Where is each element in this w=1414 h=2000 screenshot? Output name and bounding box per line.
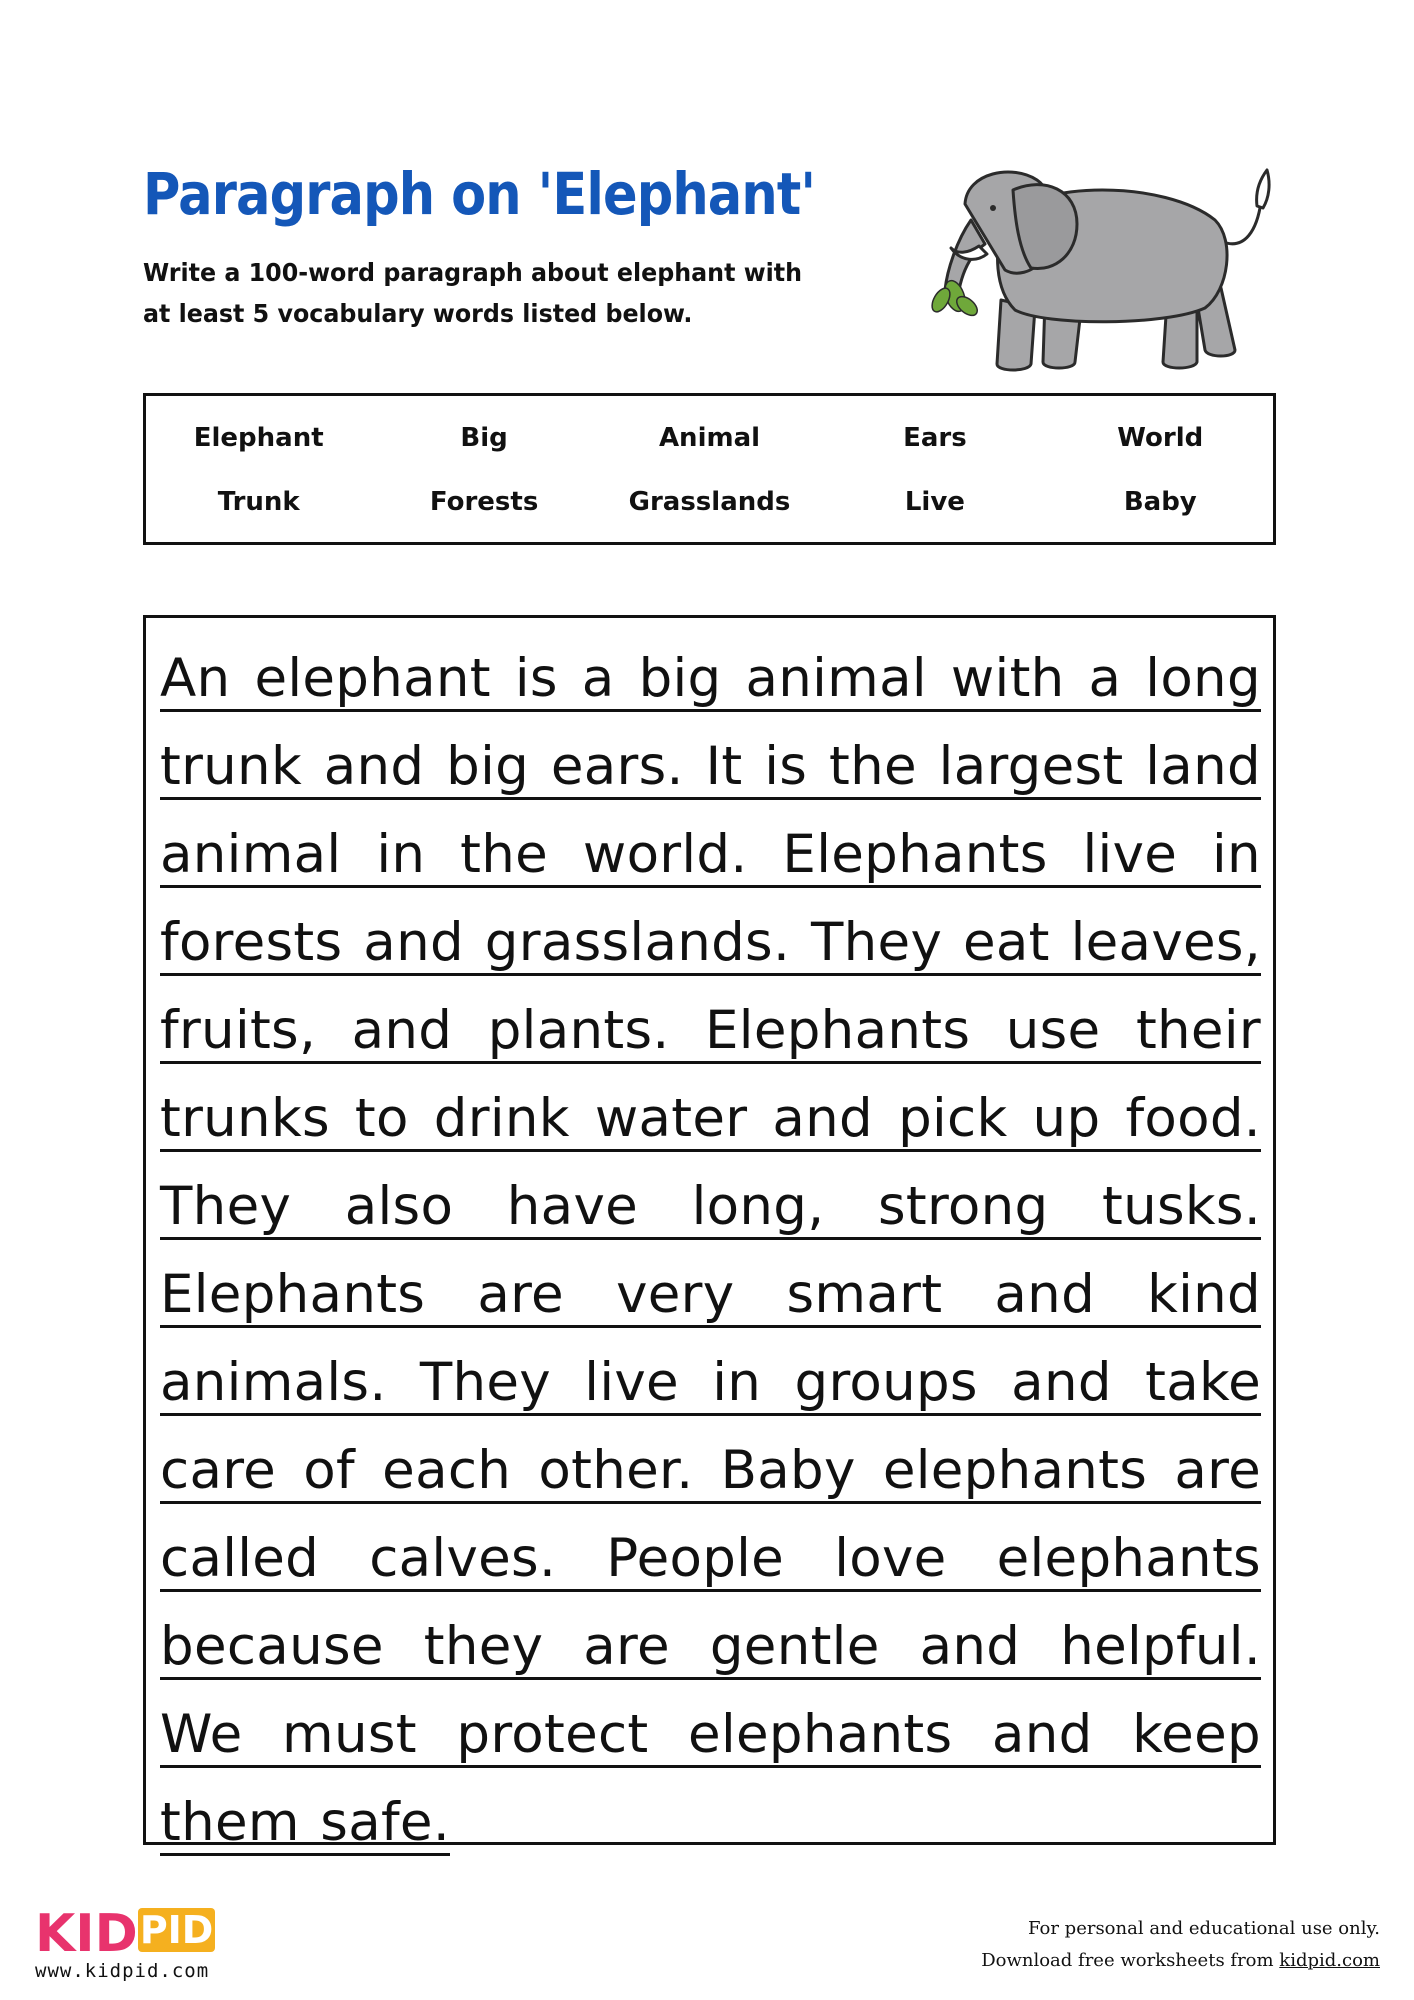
- kidpid-link[interactable]: kidpid.com: [1279, 1950, 1380, 1971]
- paragraph-word: forests: [160, 912, 343, 973]
- paragraph-word: world.: [582, 824, 748, 885]
- paragraph-line: [160, 1680, 1261, 1768]
- paragraph-word: Elephants: [160, 1264, 426, 1325]
- paragraph-word: and: [919, 1616, 1021, 1677]
- elephant-illustration: [905, 150, 1285, 380]
- paragraph-word: They: [160, 1176, 292, 1237]
- paragraph-word: are: [1174, 1440, 1261, 1501]
- paragraph-word: very: [616, 1264, 735, 1325]
- logo-pid: PID: [139, 1908, 214, 1952]
- logo-kid: KID: [35, 1904, 138, 1964]
- paragraph-word: them: [160, 1792, 300, 1853]
- paragraph-word: It: [705, 736, 743, 797]
- paragraph-word: They: [419, 1352, 551, 1413]
- paragraph-word: fruits,: [160, 1000, 317, 1061]
- instructions-line-2: at least 5 vocabulary words listed below.: [143, 299, 693, 328]
- instructions: [143, 252, 827, 334]
- paragraph-word: helpful.: [1060, 1616, 1261, 1677]
- instructions-line-1: Write a 100-word paragraph about elephant with: [143, 258, 803, 287]
- paragraph-line: [160, 800, 1261, 888]
- paragraph-word: food.: [1125, 1088, 1261, 1149]
- paragraph-word: groups: [794, 1352, 978, 1413]
- paragraph-line: [160, 1504, 1261, 1592]
- logo-url: www.kidpid.com: [35, 1960, 210, 1982]
- footer-note-prefix: Download free worksheets from: [981, 1950, 1280, 1971]
- paragraph-word: care: [160, 1440, 277, 1501]
- paragraph-word: of: [303, 1440, 355, 1501]
- paragraph-word: with: [950, 648, 1065, 709]
- paragraph-line: [160, 976, 1261, 1064]
- paragraph-word: People: [606, 1528, 785, 1589]
- paragraph-word: eat: [962, 912, 1050, 973]
- vocab-word: Grasslands: [628, 487, 791, 517]
- paragraph-word: ears.: [550, 736, 684, 797]
- paragraph-word: up: [1032, 1088, 1101, 1149]
- paragraph-word: calves.: [369, 1528, 557, 1589]
- paragraph-word: leaves,: [1070, 912, 1261, 973]
- paragraph-word: gentle: [709, 1616, 880, 1677]
- paragraph-word: largest: [938, 736, 1124, 797]
- paragraph-word: An: [160, 648, 231, 709]
- paragraph-word: trunk: [160, 736, 302, 797]
- paragraph-word: elephants: [882, 1440, 1148, 1501]
- paragraph-word: and: [994, 1264, 1096, 1325]
- footer-note: [981, 1913, 1380, 1977]
- vocab-word: Elephant: [193, 423, 324, 453]
- paragraph-word: the: [460, 824, 549, 885]
- paragraph-word: animals.: [160, 1352, 387, 1413]
- paragraph-word: elephant: [254, 648, 491, 709]
- paragraph-word: big: [446, 736, 530, 797]
- paragraph-word: and: [1011, 1352, 1112, 1413]
- paragraph-word: long: [1145, 648, 1261, 709]
- paragraph-line: [160, 888, 1261, 976]
- vocab-word: Live: [904, 487, 965, 517]
- paragraph-word: are: [583, 1616, 670, 1677]
- paragraph-line: [160, 1064, 1261, 1152]
- kidpid-logo: [35, 1904, 235, 1964]
- paragraph-line: [160, 1328, 1261, 1416]
- paragraph-word: a: [581, 648, 615, 709]
- paragraph-word: kind: [1147, 1264, 1261, 1325]
- paragraph-word: and: [363, 912, 464, 973]
- paragraph-line: [160, 1592, 1261, 1680]
- vocab-word: Big: [460, 423, 508, 453]
- paragraph-word: take: [1145, 1352, 1261, 1413]
- paragraph-word: have: [506, 1176, 639, 1237]
- vocab-word: Ears: [903, 423, 967, 453]
- paragraph-word: smart: [786, 1264, 943, 1325]
- paragraph-line: [160, 1416, 1261, 1504]
- paragraph-word: in: [1212, 824, 1261, 885]
- paragraph-word: must: [282, 1704, 417, 1765]
- vocabulary-grid: [146, 396, 1273, 542]
- footer-note-line-1: For personal and educational use only.: [1028, 1918, 1380, 1939]
- paragraph-word: They: [810, 912, 943, 973]
- paragraph-word: We: [160, 1704, 243, 1765]
- paragraph-word: is: [764, 736, 808, 797]
- paragraph-word: drink: [433, 1088, 570, 1149]
- paragraph-word: Baby: [720, 1440, 856, 1501]
- vocab-word: Trunk: [217, 487, 300, 517]
- paragraph-line: [160, 1152, 1261, 1240]
- paragraph-word: safe.: [320, 1792, 450, 1853]
- paragraph-word: love: [834, 1528, 947, 1589]
- paragraph-word: their: [1135, 1000, 1261, 1061]
- paragraph-word: and: [323, 736, 425, 797]
- paragraph-word: in: [712, 1352, 762, 1413]
- paragraph-word: they: [423, 1616, 544, 1677]
- paragraph-word: live: [584, 1352, 679, 1413]
- paragraph-word: grasslands.: [484, 912, 791, 973]
- paragraph-word: and: [772, 1088, 874, 1149]
- paragraph-word: the: [829, 736, 917, 797]
- paragraph-word: each: [382, 1440, 512, 1501]
- vocabulary-box: [143, 393, 1276, 545]
- paragraph-box: [143, 615, 1276, 1853]
- paragraph-word: protect: [456, 1704, 649, 1765]
- paragraph-line: [160, 712, 1261, 800]
- paragraph-word: elephants: [996, 1528, 1261, 1589]
- paragraph-word: keep: [1132, 1704, 1261, 1765]
- paragraph-word: a: [1088, 648, 1122, 709]
- paragraph-word: because: [160, 1616, 384, 1677]
- paragraph-word: and: [351, 1000, 453, 1061]
- paragraph-word: in: [376, 824, 426, 885]
- paragraph-word: animal: [160, 824, 342, 885]
- page-title: Paragraph on 'Elephant': [143, 160, 816, 228]
- paragraph-word: elephants: [688, 1704, 953, 1765]
- paragraph-word: live: [1082, 824, 1178, 885]
- paragraph-word: called: [160, 1528, 320, 1589]
- paragraph-word: pick: [898, 1088, 1008, 1149]
- paragraph-word: plants.: [487, 1000, 670, 1061]
- paragraph-word: long,: [691, 1176, 825, 1237]
- paragraph-word: strong: [877, 1176, 1049, 1237]
- paragraph-word: are: [477, 1264, 564, 1325]
- vocab-word: Animal: [658, 423, 761, 453]
- footer-note-line-2: [981, 1945, 1380, 1977]
- paragraph-word: and: [991, 1704, 1093, 1765]
- paragraph-word: land: [1145, 736, 1261, 797]
- paragraph-word: other.: [538, 1440, 694, 1501]
- paragraph-word: also: [344, 1176, 454, 1237]
- vocab-word: Baby: [1123, 487, 1197, 517]
- paragraph-word: water: [594, 1088, 748, 1149]
- paragraph-word: big: [638, 648, 722, 709]
- paragraph-line: [160, 1768, 450, 1856]
- vocab-word: World: [1117, 423, 1204, 453]
- paragraph-line: [160, 1240, 1261, 1328]
- paragraph-word: animal: [745, 648, 927, 709]
- paragraph-word: use: [1005, 1000, 1101, 1061]
- paragraph-word: to: [354, 1088, 409, 1149]
- paragraph-word: trunks: [160, 1088, 330, 1149]
- paragraph-line: [160, 624, 1261, 712]
- paragraph-word: Elephants: [705, 1000, 971, 1061]
- paragraph-word: Elephants: [782, 824, 1048, 885]
- paragraph-lines: [160, 624, 1261, 1856]
- paragraph-word: tusks.: [1102, 1176, 1261, 1237]
- paragraph-word: is: [514, 648, 558, 709]
- vocab-word: Forests: [429, 487, 539, 517]
